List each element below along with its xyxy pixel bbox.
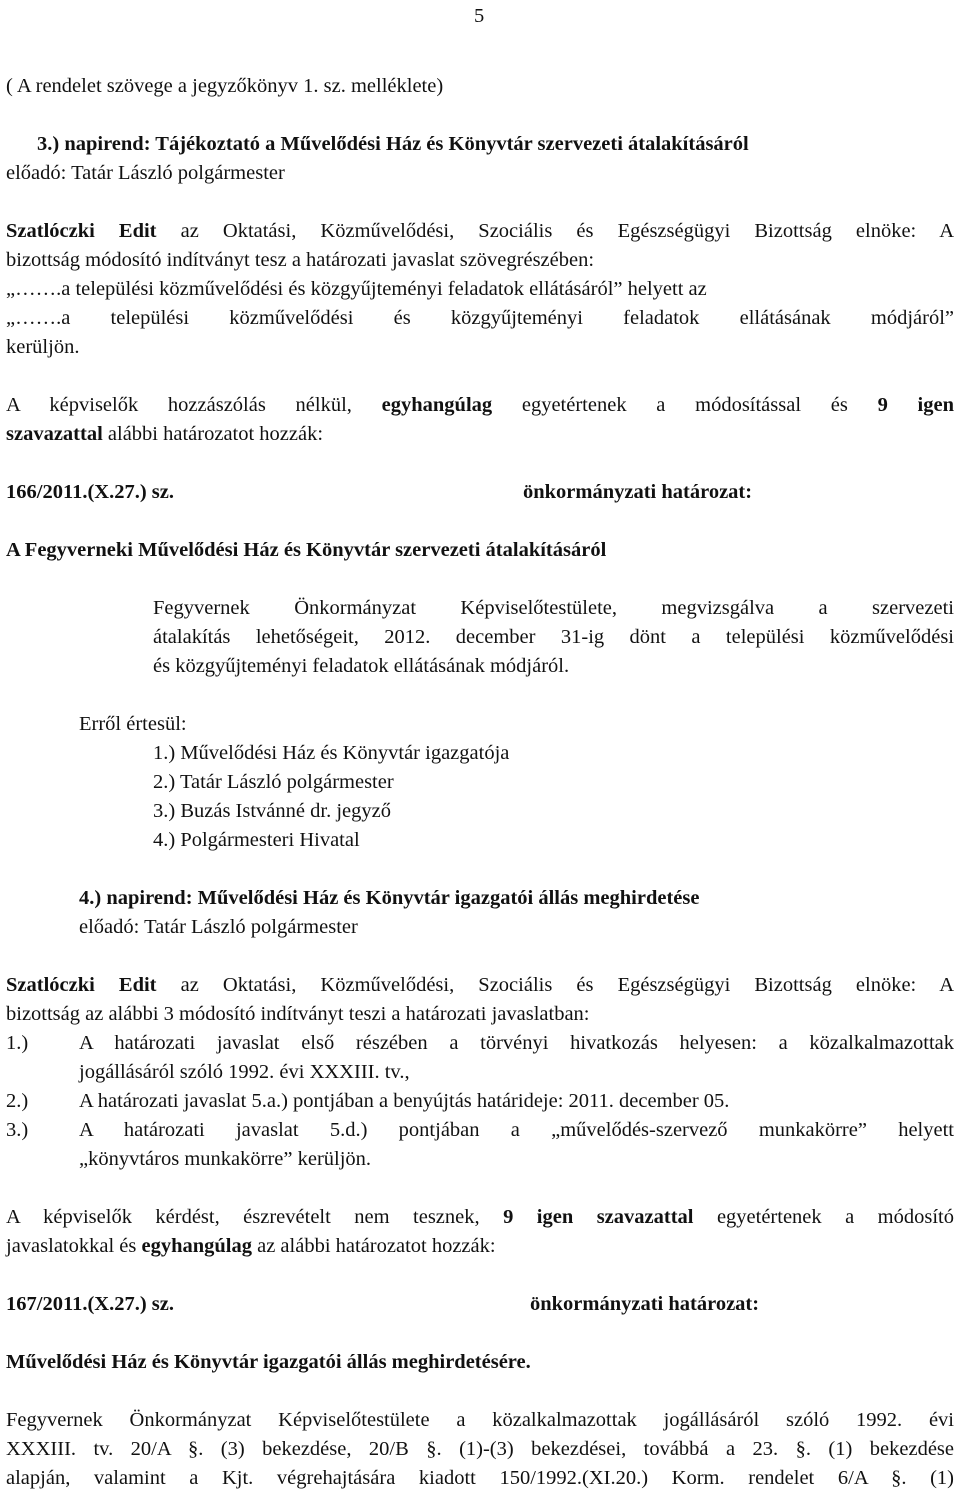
list-item: 1.) Művelődési Ház és Könyvtár igazgatója [153, 742, 510, 764]
amendment-text: A határozati javaslat 5.d.) pontjában a „művelődés-szervező munkakörre” helyett [79, 1119, 954, 1141]
resolution-body: XXXIII. tv. 20/A §. (3) bekezdése, 20/B §. (1)-(3) bekezdései, továbbá a 23. §. (1) bekezdése [6, 1438, 954, 1460]
amendment-text: A határozati javaslat 5.a.) pontjában a benyújtás határideje: 2011. december 05. [79, 1090, 730, 1112]
quote-line: kerüljön. [6, 336, 80, 358]
amendment-text: A határozati javaslat első részében a törvényi hivatkozás helyesen: a közalkalmazottak [79, 1032, 954, 1054]
vote-paragraph: A képviselők hozzászólás nélkül, egyhangúlag egyetértenek a módosítással és 9 igen [6, 394, 954, 416]
speech-line: bizottság az alábbi 3 módosító indítványt teszi a határozati javaslatban: [6, 1003, 590, 1025]
quote-line: „…….a települési közművelődési és közgyűjteményi feladatok ellátásának módjáról” [6, 307, 954, 329]
resolution-type: önkormányzati határozat: [530, 1293, 760, 1315]
agenda-item-4-presenter: előadó: Tatár László polgármester [79, 916, 358, 938]
resolution-body: alapján, valamint a Kjt. végrehajtására kiadott 150/1992.(XI.20.) Korm. rendelet 6/A §. (1) [6, 1467, 954, 1489]
amendment-text: jogállásáról szóló 1992. évi XXXIII. tv., [79, 1061, 410, 1083]
agenda-item-3-title: 3.) napirend: Tájékoztató a Művelődési Ház és Könyvtár szervezeti átalakításáról [37, 133, 749, 155]
amendment-number: 2.) [6, 1090, 29, 1112]
resolution-body: átalakítás lehetőségeit, 2012. december 31-ig dönt a települési közművelődési [153, 626, 954, 648]
page-number: 5 [474, 5, 485, 27]
vote-paragraph: A képviselők kérdést, észrevételt nem tesznek, 9 igen szavazattal egyetértenek a módosító [6, 1206, 954, 1228]
amendment-number: 1.) [6, 1032, 29, 1054]
resolution-type: önkormányzati határozat: [523, 481, 753, 503]
agenda-item-3-presenter: előadó: Tatár László polgármester [6, 162, 285, 184]
resolution-body: Fegyvernek Önkormányzat Képviselőtestülete a közalkalmazottak jogállásáról szóló 1992. évi [6, 1409, 954, 1431]
resolution-number: 166/2011.(X.27.) sz. [6, 481, 174, 503]
resolution-title: A Fegyverneki Művelődési Ház és Könyvtár szervezeti átalakításáról [6, 539, 607, 561]
speech-line: bizottság módosító indítványt tesz a határozati javaslat szövegrészében: [6, 249, 595, 271]
list-item: 2.) Tatár László polgármester [153, 771, 394, 793]
quote-line: „…….a települési közművelődési és közgyűjteményi feladatok ellátásáról” helyett az [6, 278, 707, 300]
list-item: 3.) Buzás Istvánné dr. jegyző [153, 800, 391, 822]
resolution-title: Művelődési Ház és Könyvtár igazgatói állás meghirdetésére. [6, 1351, 531, 1373]
amendment-number: 3.) [6, 1119, 29, 1141]
speech-line: Szatlóczki Edit az Oktatási, Közművelődési, Szociális és Egészségügyi Bizottság elnöke: A [6, 220, 955, 242]
resolution-number: 167/2011.(X.27.) sz. [6, 1293, 174, 1315]
speech-line: Szatlóczki Edit az Oktatási, Közművelődési, Szociális és Egészségügyi Bizottság elnöke: A [6, 974, 955, 996]
resolution-body: Fegyvernek Önkormányzat Képviselőtestülete, megvizsgálva a szervezeti [153, 597, 954, 619]
list-item: 4.) Polgármesteri Hivatal [153, 829, 360, 851]
vote-paragraph: javaslatokkal és egyhangúlag az alábbi határozatot hozzák: [6, 1235, 496, 1257]
agenda-item-4-title: 4.) napirend: Művelődési Ház és Könyvtár igazgatói állás meghirdetése [79, 887, 700, 909]
vote-paragraph: szavazattal alábbi határozatot hozzák: [6, 423, 324, 445]
amendment-text: „könyvtáros munkakörre” kerüljön. [79, 1148, 372, 1170]
notify-label: Erről értesül: [79, 713, 187, 735]
resolution-body: és közgyűjteményi feladatok ellátásának módjáról. [153, 655, 570, 677]
annex-note: ( A rendelet szövege a jegyzőkönyv 1. sz. melléklete) [6, 75, 444, 97]
